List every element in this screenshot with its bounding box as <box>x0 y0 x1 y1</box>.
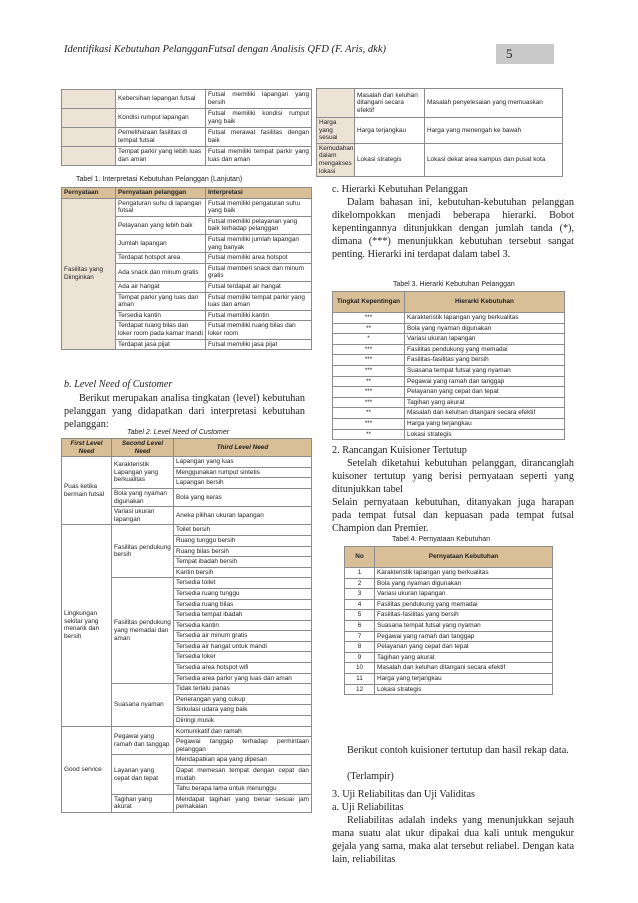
table2-third-level: Tersedia air minum gratis <box>174 631 312 642</box>
page-number: 5 <box>496 44 554 64</box>
table3-row <box>333 429 565 440</box>
table3-need: Harga yang terjangkau <box>405 418 565 429</box>
table4-number: 10 <box>345 663 375 674</box>
table2-second-level: Karakteristik Lapangan yang berkualitas <box>112 457 174 489</box>
table1-cell: Tersedia kantin <box>116 310 206 321</box>
section-c-heading: c. Hierarki Kebutuhan Pelanggan <box>332 184 468 195</box>
table1-cell: Pengaturan suhu di lapangan futsal <box>116 198 206 216</box>
table4-row <box>345 610 553 621</box>
table2-third-level: Tersedia tempat ibadah <box>174 610 312 621</box>
table2-second-level: Fasilitas pendukung yang memadai dan aman <box>112 578 174 684</box>
table2-third-level: Pegawai tanggap terhadap permintaan pelanggan <box>174 737 312 755</box>
table1-cell: Futsal memiliki tempat parkir yang luas dan aman <box>206 292 312 310</box>
table4-statement: Harga yang terjangkau <box>375 673 553 684</box>
section-3-heading: 3. Uji Reliabilitas dan Uji Validitas <box>332 789 475 800</box>
section-b-heading: b. Level Need of Customer <box>64 379 173 390</box>
table2-third-level: Tidak terlalu panas <box>174 684 312 695</box>
table3-header-1: Tingkat Kepentingan <box>333 292 405 313</box>
table3-need: Karakteristik lapangan yang berkualitas <box>405 313 565 324</box>
table2-row <box>62 457 312 468</box>
table2-third-level: Diiringi musik <box>174 716 312 727</box>
table2-second-level: Pegawai yang ramah dan tanggap <box>112 726 174 755</box>
table4-statement: Suasana tempat futsal yang nyaman <box>375 620 553 631</box>
table4-number: 1 <box>345 568 375 579</box>
table2-second-level: Fasilitas pendukung bersih <box>112 525 174 578</box>
section-c-paragraph: Dalam bahasan ini, kebutuhan-kebutuhan pelanggan dikelompokkan menjadi beberapa hierarki. Bobot kepentingannya ditunjukkan dengan jumlah tanda (*), dimana (***) menunjukkan kebutuhan tersebut sangat penting. Hierarki ini terdapat dalam tabel 3. <box>332 197 574 260</box>
table2-third-level: Lapangan bersih <box>174 478 312 489</box>
table2-third-level: Penerangan yang cukup <box>174 694 312 705</box>
table4-statement: Masalah dan keluhan ditangani secara efektif <box>375 663 553 674</box>
table3-row <box>333 344 565 355</box>
table4-row <box>345 589 553 600</box>
table3-importance: * <box>333 334 405 345</box>
table1-cell: Jumlah lapangan <box>116 234 206 252</box>
table4-number: 8 <box>345 642 375 653</box>
table2c-empty <box>317 89 355 118</box>
table2-first-level: Puas ketika bermain futsal <box>62 457 112 525</box>
table4 <box>344 546 553 695</box>
table2c-row <box>317 143 563 176</box>
table1-header-1: Pernyataan <box>62 188 116 199</box>
table1-cell: Pelayanan yang lebih baik <box>116 216 206 234</box>
table2-third-level: Ruang bilas bersih <box>174 546 312 557</box>
table3-need: Fasilitas pendukung yang memadai <box>405 344 565 355</box>
table4-number: 4 <box>345 599 375 610</box>
table2-third-level: Mendapatkan apa yang dipesan <box>174 755 312 766</box>
table4-statement: Bola yang nyaman digunakan <box>375 578 553 589</box>
table4-statement: Tagihan yang akurat <box>375 652 553 663</box>
table1-cell: Futsal terdapat air hangat <box>206 281 312 292</box>
table4-caption: Tabel 4. Pernyataan Kebutuhan <box>392 536 491 543</box>
table2-second-level: Bola yang nyaman digunakan <box>112 488 174 506</box>
table2-third-level: Bola yang keras <box>174 488 312 506</box>
table3-importance: ** <box>333 376 405 387</box>
table4-statement: Pelayanan yang cepat dan tepat <box>375 642 553 653</box>
table2-third-level: Tersedia ruang tunggu <box>174 588 312 599</box>
section-2-paragraph-2: Selain pernyataan kebutuhan, ditanyakan juga harapan pada tempat futsal dan kepuasan pada tempat futsal Champion dan Premier. <box>332 497 574 534</box>
table1-top-row <box>62 109 312 128</box>
table2-third-level: Tersedia area parkir yang luas dan aman <box>174 673 312 684</box>
table1-group-cell <box>62 198 116 350</box>
table2-third-level: Tempat ibadah bersih <box>174 557 312 568</box>
table4-statement: Variasi ukuran lapangan <box>375 589 553 600</box>
table2-third-level: Kantin bersih <box>174 567 312 578</box>
table1-cell: Futsal memiliki ruang bilas dan loker room <box>206 321 312 339</box>
table1-top-cell: Futsal memiliki tempat parkir yang luas dan aman <box>206 147 312 166</box>
lampiran-note: (Terlampir) <box>347 771 394 782</box>
table4-header-1: No <box>345 547 375 568</box>
table4-row <box>345 684 553 695</box>
table2-third-level: Tersedia toilet <box>174 578 312 589</box>
table2-header-1: First Level Need <box>62 439 112 457</box>
table1-top-cell: Tempat parkir yang lebih luas dan aman <box>116 147 206 166</box>
table3-importance: *** <box>333 418 405 429</box>
table1-top-cell: Kebersihan lapangan futsal <box>116 90 206 109</box>
table2c-second: Masalah dan keluhan ditangani secara efektif <box>355 89 425 118</box>
table4-number: 11 <box>345 673 375 684</box>
table2c-cell: Lokasi strategis <box>355 143 425 176</box>
table3-row <box>333 408 565 419</box>
table4-statement: Fasilitas pendukung yang memadai <box>375 599 553 610</box>
table2c-cell: Harga yang sesuai <box>317 118 355 144</box>
table2-header-2: Second Level Need <box>112 439 174 457</box>
table3-need: Masalah dan keluhan ditangani secara efektif <box>405 408 565 419</box>
table3-row <box>333 376 565 387</box>
table1 <box>61 187 312 350</box>
table3-need: Fasilitas-fasilitas yang bersih <box>405 355 565 366</box>
table4-statement: Karakteristik lapangan yang berkualitas <box>375 568 553 579</box>
section-2-paragraph: Setelah diketahui kebutuhan pelanggan, dirancanglah kuisoner tertutup yang berisi pernyataan seperti yang ditunjukkan tabel <box>332 458 574 495</box>
table3-row <box>333 365 565 376</box>
table2-third-level: Tersedia air hangat untuk mandi <box>174 641 312 652</box>
table3-row <box>333 387 565 398</box>
table2-third-level: Toilet bersih <box>174 525 312 536</box>
table3-row <box>333 418 565 429</box>
table2-third-level: Lapangan yang luas <box>174 457 312 468</box>
table1-top-row <box>62 128 312 147</box>
table4-number: 9 <box>345 652 375 663</box>
table4-statement: Fasilitas-fasilitas yang bersih <box>375 610 553 621</box>
after-table4-paragraph: Berikut contoh kuisioner tertutup dan hasil rekap data. <box>347 745 569 756</box>
table2-second-level: Variasi ukuran lapangan <box>112 507 174 525</box>
table3-need: Pelayanan yang cepat dan tepat <box>405 387 565 398</box>
table4-row <box>345 673 553 684</box>
table3-importance: ** <box>333 408 405 419</box>
table2c-third: Masalah penyelesaian yang memuaskan <box>425 89 563 118</box>
table1-cell: Futsal memberi snack dan minum gratis <box>206 263 312 281</box>
table1-cell: Ada air hangat <box>116 281 206 292</box>
running-title: Identifikasi Kebutuhan PelangganFutsal dengan Analisis QFD (F. Aris, dkk) <box>64 44 386 55</box>
table4-number: 12 <box>345 684 375 695</box>
table4-row <box>345 599 553 610</box>
table1-top-cell: Futsal memiliki kondisi rumput yang baik <box>206 109 312 128</box>
table2-row <box>62 726 312 737</box>
table3-need: Suasana tempat futsal yang nyaman <box>405 365 565 376</box>
table2c-cell: Kemudahan dalam mengakses lokasi <box>317 143 355 176</box>
table2 <box>61 438 312 813</box>
table2-third-level: Ruang tunggu bersih <box>174 535 312 546</box>
table2-header-3: Third Level Need <box>174 439 312 457</box>
table2-third-level: Dapat memesan tempat dengan cepat dan mudah <box>174 766 312 784</box>
table1-top-cell: Futsal memiliki lapangan yang bersih <box>206 90 312 109</box>
table4-number: 5 <box>345 610 375 621</box>
table3-row <box>333 323 565 334</box>
table2-third-level: Tahu berapa lama untuk menunggu <box>174 784 312 795</box>
table2-second-level: Layanan yang cepat dan tepat <box>112 755 174 794</box>
table1-cell: Futsal memiliki area hotspot <box>206 253 312 264</box>
table2-third-level: Sirkulasi udara yang baik <box>174 705 312 716</box>
table1-cell: Terdapat jasa pijat <box>116 339 206 350</box>
table3-row <box>333 334 565 345</box>
table1-cell: Futsal memiliki pengaturan suhu yang baik <box>206 198 312 216</box>
table1-cell: Futsal memiliki kantin <box>206 310 312 321</box>
table2-third-level: Menggunakan rumput sintetis <box>174 467 312 478</box>
table3-caption: Tabel 3. Hierarki Kebutuhan Pelanggan <box>393 281 515 288</box>
table4-row <box>345 620 553 631</box>
table2-second-level: Suasana nyaman <box>112 684 174 726</box>
table3-importance: *** <box>333 355 405 366</box>
table1-top-group-cell <box>62 90 116 109</box>
table1-top-group-cell <box>62 147 116 166</box>
table3-importance: *** <box>333 313 405 324</box>
table2-caption: Tabel 2. Level Need of Customer <box>127 429 230 436</box>
table2-second-level: Tagihan yang akurat <box>112 794 174 812</box>
section-b-paragraph: Berikut merupakan analisa tingkatan (level) kebutuhan pelanggan yang didapatkan dari interpretasi kebutuhan pelanggan: <box>64 393 305 430</box>
table4-row <box>345 578 553 589</box>
table4-number: 7 <box>345 631 375 642</box>
table3-importance: *** <box>333 365 405 376</box>
table3-need: Lokasi strategis <box>405 429 565 440</box>
table2-third-level: Tersedia area hotspot wifi <box>174 663 312 674</box>
table4-statement: Pegawai yang ramah dan tanggap <box>375 631 553 642</box>
table1-caption: Tabel 1. Interpretasi Kebutuhan Pelanggan (Lanjutan) <box>76 176 243 183</box>
table1-top-group-cell <box>62 109 116 128</box>
table3-importance: *** <box>333 344 405 355</box>
table1-cell: Futsal memiliki pelayanan yang baik terhadap pelanggan <box>206 216 312 234</box>
table1-top <box>61 89 312 166</box>
table2c-cell: Lokasi dekat area kampus dan pusat kota <box>425 143 563 176</box>
table2c-cell: Harga yang menengah ke bawah <box>425 118 563 144</box>
table1-top-cell: Pemeliharaan fasilitas di tempat futsal <box>116 128 206 147</box>
table4-row <box>345 663 553 674</box>
table2-first-level: Lingkungan sekitar yang menarik dan bersih <box>62 525 112 726</box>
table1-cell: Futsal memiliki jasa pijat <box>206 339 312 350</box>
table1-top-row <box>62 147 312 166</box>
table2-third-level: Mendapat tagihan yang benar sesuai jam pemakaian <box>174 794 312 812</box>
table3-importance: ** <box>333 429 405 440</box>
table3-row <box>333 397 565 408</box>
table4-row <box>345 568 553 579</box>
table1-top-group-cell <box>62 128 116 147</box>
table3-importance: *** <box>333 397 405 408</box>
section-3a-paragraph: Reliabilitas adalah indeks yang menunjukkan sejauh mana suatu alat ukur dipakai dua kali untuk mengukur gejala yang sama, maka alat tersebut reliabel. Dengan kata lain, reliabilitas <box>332 815 574 865</box>
table1-top-cell: Kondisi rumput lapangan <box>116 109 206 128</box>
table2-row <box>62 525 312 536</box>
table1-header-2: Pernyataan pelanggan <box>116 188 206 199</box>
table3-row <box>333 355 565 366</box>
table2c-row <box>317 118 563 144</box>
table4-number: 2 <box>345 578 375 589</box>
table1-cell: Futsal memiliki jumlah lapangan yang banyak <box>206 234 312 252</box>
table1-row <box>62 198 312 216</box>
table3-importance: *** <box>333 387 405 398</box>
table4-header-2: Pernyataan Kebutuhan <box>375 547 553 568</box>
table1-cell: Terdapat ruang bilas dan loker room pada kamar mandi <box>116 321 206 339</box>
table4-statement: Lokasi strategis <box>375 684 553 695</box>
table1-cell: Tempat parkir yang luas dan aman <box>116 292 206 310</box>
table4-row <box>345 642 553 653</box>
table1-header-3: Interpretasi <box>206 188 312 199</box>
table4-row <box>345 652 553 663</box>
table3-row <box>333 313 565 324</box>
table2-third-level: Tersedia ruang bilas <box>174 599 312 610</box>
table2-continuation <box>316 88 563 177</box>
table2-third-level: Komunikatif dan ramah <box>174 726 312 737</box>
table4-number: 3 <box>345 589 375 600</box>
section-3a-heading: a. Uji Reliabilitas <box>332 802 404 813</box>
table3-need: Bola yang nyaman digunakan <box>405 323 565 334</box>
table1-cell: Ada snack dan minum gratis <box>116 263 206 281</box>
table1-top-cell: Futsal merawat fasilitas dengan baik <box>206 128 312 147</box>
table2-third-level: Tersedia kantin <box>174 620 312 631</box>
table3-importance: ** <box>333 323 405 334</box>
table4-row <box>345 631 553 642</box>
table2c-cell: Harga terjangkau <box>355 118 425 144</box>
table3-header-2: Hierarki Kebutuhan <box>405 292 565 313</box>
table2-third-level: Tersedia loker <box>174 652 312 663</box>
table3-need: Pegawai yang ramah dan tanggap <box>405 376 565 387</box>
table1-group-label: Fasilitas yang Diinginkan <box>64 266 104 281</box>
table1-cell: Terdapat hotspot area <box>116 253 206 264</box>
table2-first-level: Good service <box>62 726 112 812</box>
table3 <box>332 291 565 440</box>
table3-need: Variasi ukuran lapangan <box>405 334 565 345</box>
table1-top-row <box>62 90 312 109</box>
table2-third-level: Aneka pilihan ukuran lapangan <box>174 507 312 525</box>
table3-need: Tagihan yang akurat <box>405 397 565 408</box>
section-2-heading: 2. Rancangan Kuisioner Tertutup <box>332 445 467 456</box>
table4-number: 6 <box>345 620 375 631</box>
